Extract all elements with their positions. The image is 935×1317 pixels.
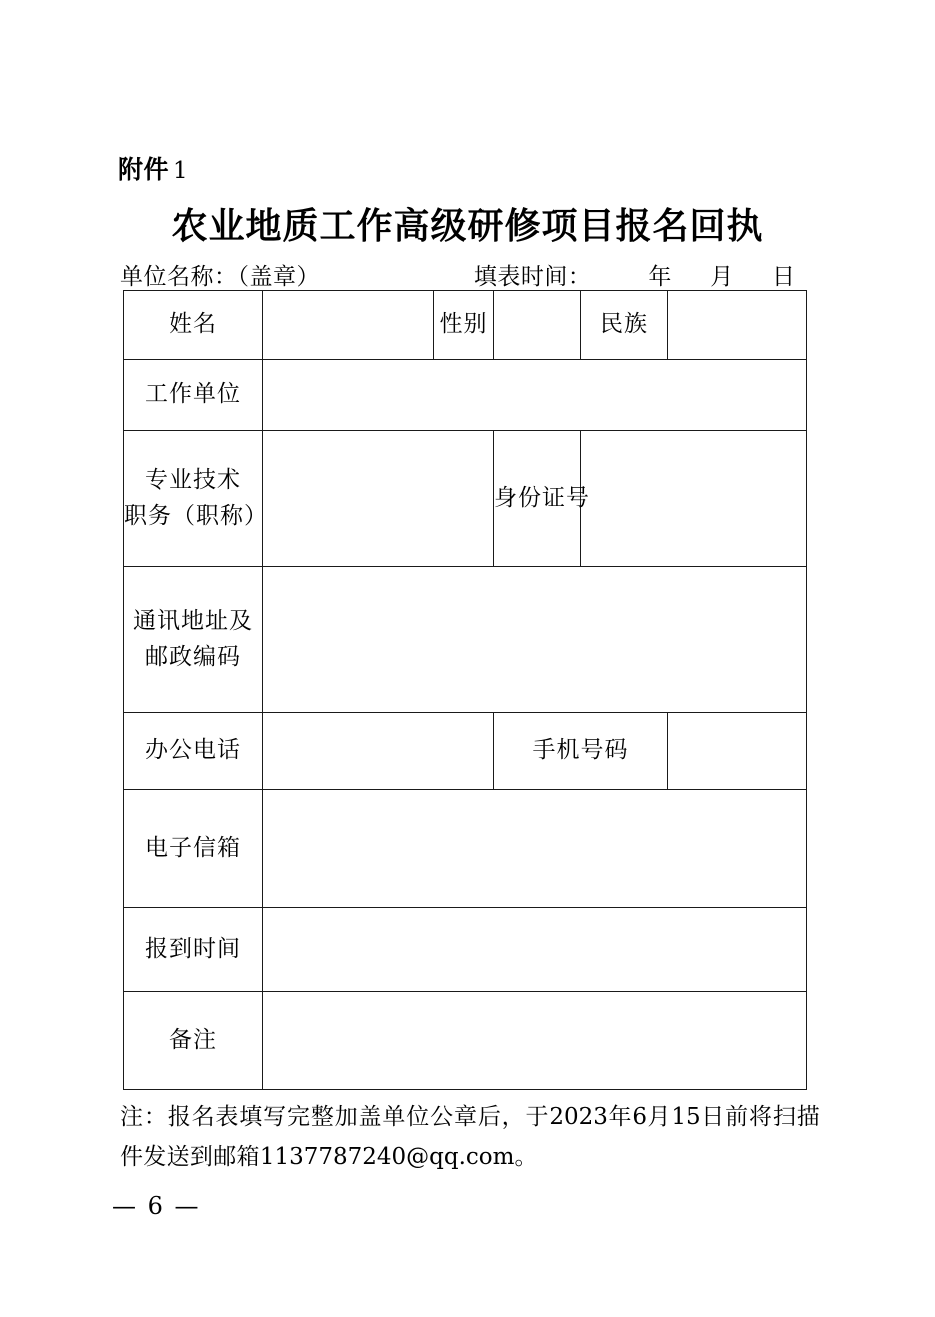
attachment-label bbox=[118, 156, 188, 184]
table-row bbox=[124, 992, 807, 1090]
note-prefix: 注：报名表填写完整加盖单位公章后，于 bbox=[120, 1104, 550, 1130]
cell-value-ethnicity[interactable] bbox=[668, 291, 807, 360]
cell-value-name[interactable] bbox=[263, 291, 434, 360]
cell-label-professional-title bbox=[124, 431, 268, 567]
cell-value-remark[interactable] bbox=[263, 992, 807, 1090]
note-month: 6 bbox=[632, 1104, 647, 1130]
attachment-number: 1 bbox=[173, 158, 189, 184]
table-row bbox=[124, 713, 807, 790]
page-title: 农业地质工作高级研修项目报名回执 bbox=[171, 205, 764, 247]
unit-name-label: 单位名称：（盖章） bbox=[120, 264, 320, 290]
cell-value-address[interactable] bbox=[263, 567, 807, 713]
cell-value-gender[interactable] bbox=[494, 291, 581, 360]
cell-value-office-phone[interactable] bbox=[263, 713, 494, 790]
registration-form-table bbox=[123, 290, 807, 1090]
table-row bbox=[124, 567, 807, 713]
cell-label-gender: 性别 bbox=[434, 291, 494, 360]
fill-date-group bbox=[474, 258, 811, 291]
table-row bbox=[124, 360, 807, 431]
cell-label-address bbox=[124, 567, 263, 713]
cell-value-id-number[interactable] bbox=[581, 431, 807, 567]
cell-value-work-unit[interactable] bbox=[263, 360, 807, 431]
table-row bbox=[124, 431, 807, 567]
month-unit: 月 bbox=[710, 264, 734, 290]
cell-label-professional-title-line2: 职务（职称） bbox=[124, 502, 268, 529]
cell-label-professional-title-line1: 专业技术 bbox=[145, 466, 241, 493]
cell-label-address-line1: 通讯地址及 bbox=[133, 607, 253, 634]
cell-label-id-number: 身份证号 bbox=[494, 431, 581, 567]
note-middle: 前将扫描件发送到邮箱 bbox=[120, 1104, 820, 1170]
note-suffix: 。 bbox=[514, 1143, 538, 1170]
table-row bbox=[124, 790, 807, 908]
cell-value-arrival-time[interactable] bbox=[263, 908, 807, 992]
cell-label-work-unit: 工作单位 bbox=[124, 360, 263, 431]
note-year-unit: 年 bbox=[607, 1104, 633, 1130]
cell-value-email[interactable] bbox=[263, 790, 807, 908]
page-number: — 6 — bbox=[112, 1192, 201, 1220]
cell-label-email: 电子信箱 bbox=[124, 790, 263, 908]
cell-value-mobile[interactable] bbox=[668, 713, 807, 790]
cell-label-office-phone: 办公电话 bbox=[124, 713, 263, 790]
table-row bbox=[124, 291, 807, 360]
footer-note bbox=[120, 1098, 820, 1177]
note-month-unit: 月 bbox=[647, 1104, 672, 1130]
note-day-unit: 日 bbox=[700, 1104, 726, 1130]
cell-label-address-line2: 邮政编码 bbox=[145, 643, 241, 670]
attachment-label-text: 附件 bbox=[118, 155, 170, 184]
cell-label-name: 姓名 bbox=[124, 291, 263, 360]
day-unit: 日 bbox=[772, 264, 796, 290]
cell-label-arrival-time: 报到时间 bbox=[124, 908, 263, 992]
cell-label-remark: 备注 bbox=[124, 992, 263, 1090]
fill-date-label: 填表时间： bbox=[473, 264, 592, 290]
cell-label-mobile: 手机号码 bbox=[494, 713, 668, 790]
table-row bbox=[124, 908, 807, 992]
meta-line bbox=[120, 258, 810, 291]
cell-value-professional-title[interactable] bbox=[263, 431, 494, 567]
note-year: 2023 bbox=[549, 1104, 608, 1130]
cell-label-ethnicity: 民族 bbox=[581, 291, 668, 360]
note-email: 1137787240@qq.com bbox=[259, 1143, 515, 1170]
note-day: 15 bbox=[671, 1104, 701, 1130]
year-unit: 年 bbox=[648, 264, 672, 290]
